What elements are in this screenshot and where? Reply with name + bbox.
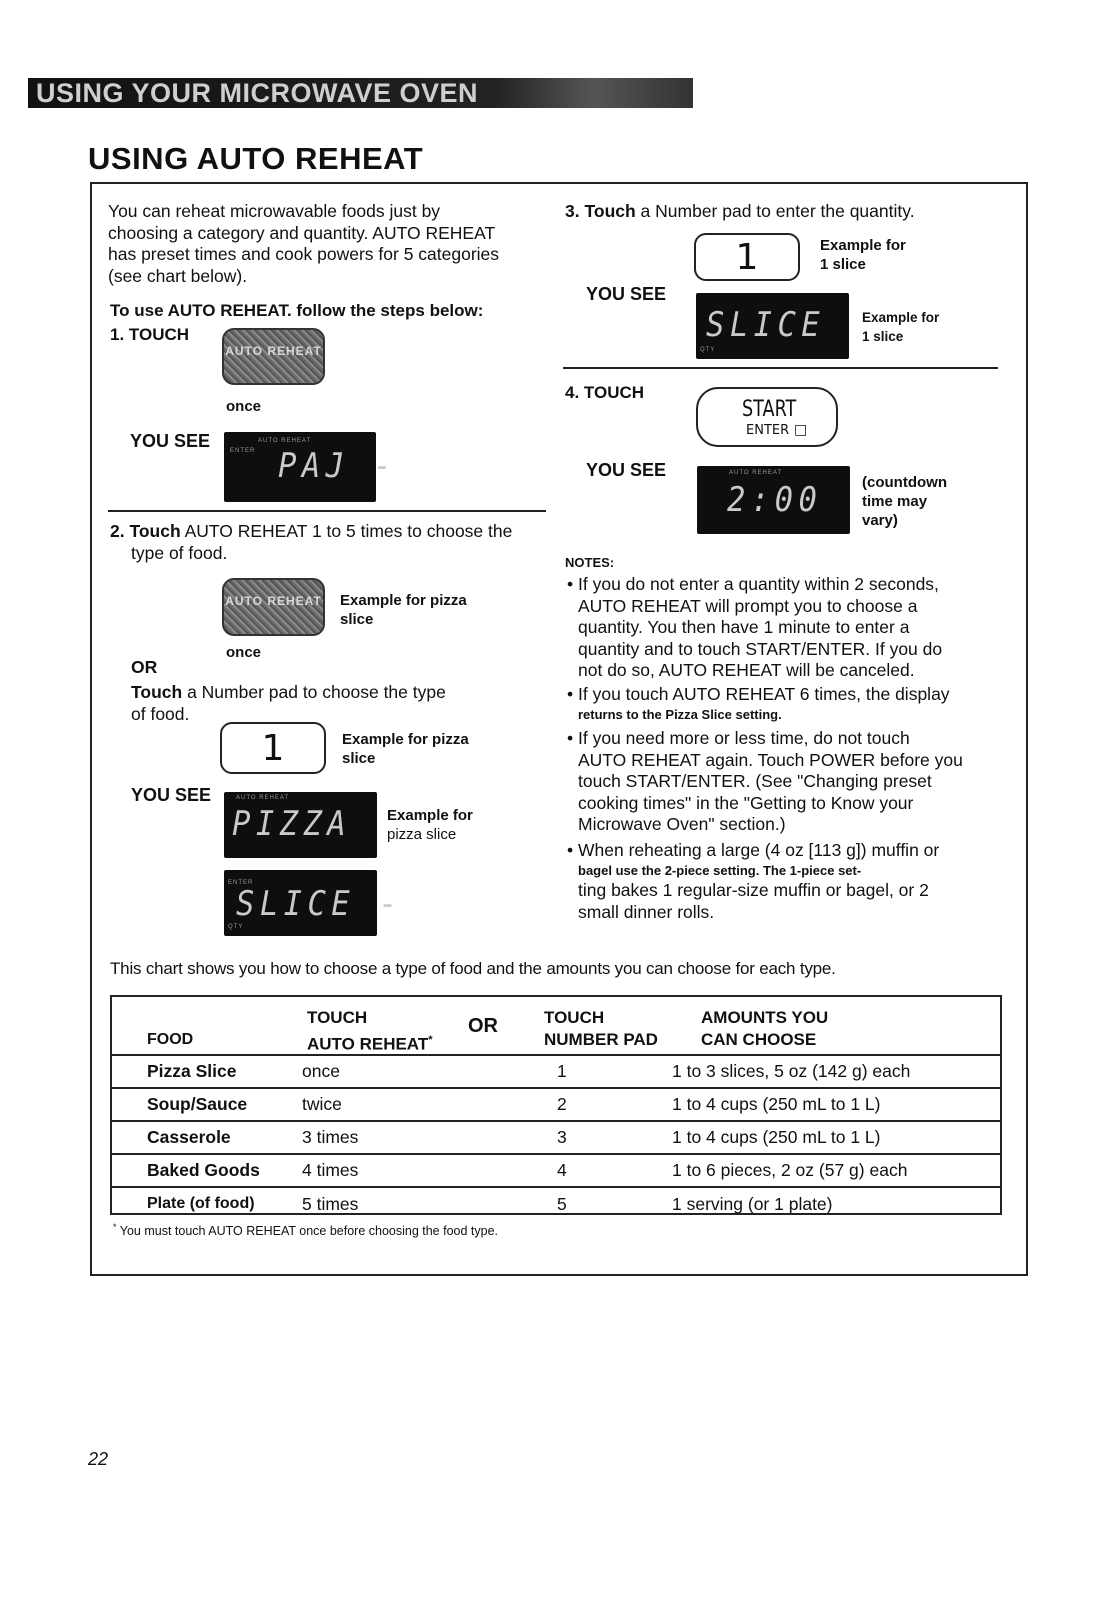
auto-reheat-indicator: AUTO REHEAT bbox=[236, 795, 290, 801]
touch-rest: a Number pad to choose the type bbox=[182, 682, 446, 702]
auto-reheat-indicator: AUTO REHEAT bbox=[258, 438, 312, 444]
pizza-display-digits: PIZZA bbox=[232, 804, 352, 844]
step4-display-example bbox=[862, 473, 947, 530]
qty-indicator: QTY bbox=[700, 347, 716, 353]
note-line: AUTO REHEAT again. Touch POWER before you bbox=[578, 749, 963, 770]
header-line: CAN CHOOSE bbox=[701, 1030, 817, 1049]
step1-once: once bbox=[226, 398, 262, 415]
cell-amount: 1 to 3 slices, 5 oz (142 g) each bbox=[672, 1055, 1000, 1088]
header-food: FOOD bbox=[147, 1031, 194, 1048]
header-line: TOUCH bbox=[307, 1008, 368, 1027]
header-line: TOUCH bbox=[544, 1008, 605, 1027]
notes-list bbox=[567, 574, 1012, 923]
touch-line2: of food. bbox=[131, 703, 190, 724]
step2-you-see: YOU SEE bbox=[131, 785, 212, 805]
auto-reheat-key-step2[interactable] bbox=[222, 578, 325, 636]
note-line: quantity. You then have 1 minute to enter a bbox=[578, 617, 910, 637]
touch-line bbox=[131, 682, 446, 704]
bullet-icon: • bbox=[567, 839, 574, 860]
step2-numpad-example bbox=[342, 730, 469, 768]
step2-key-example bbox=[340, 591, 467, 629]
note-line: Microwave Oven" section.) bbox=[578, 814, 786, 834]
intro-line: You can reheat microwavable foods just by bbox=[108, 201, 441, 221]
divider bbox=[563, 367, 998, 369]
section-banner: USING YOUR MICROWAVE OVEN bbox=[28, 78, 693, 108]
divider bbox=[108, 510, 546, 512]
touch-bold: Touch bbox=[131, 682, 183, 702]
chart-table bbox=[112, 1054, 1000, 1220]
step1-display bbox=[224, 432, 398, 502]
step3-display bbox=[696, 293, 849, 359]
note-line: AUTO REHEAT will prompt you to choose a bbox=[578, 595, 918, 616]
page-number: 22 bbox=[88, 1449, 109, 1469]
cell-amount: 1 to 4 cups (250 mL to 1 L) bbox=[672, 1088, 1000, 1121]
example-line: Example for bbox=[387, 807, 473, 824]
auto-reheat-key-label: AUTO REHEAT bbox=[225, 343, 322, 358]
enter-key-label: ENTER bbox=[746, 423, 790, 438]
cell-touch: once bbox=[302, 1055, 502, 1088]
step2-display-pizza bbox=[224, 792, 377, 858]
step2-or: OR bbox=[131, 657, 158, 677]
note-line: ting bakes 1 regular-size muffin or bagel, or 2 bbox=[578, 880, 929, 900]
step3-bold: Touch bbox=[584, 201, 636, 221]
table-row bbox=[112, 1088, 1000, 1121]
step2-line: 2. Touch AUTO REHEAT 1 to 5 times to choose the bbox=[110, 521, 513, 541]
example-line: 1 slice bbox=[820, 256, 866, 273]
example-line: Example for bbox=[820, 237, 906, 254]
cell-pad: 4 bbox=[502, 1154, 672, 1187]
bullet-icon: • bbox=[567, 683, 574, 704]
step2-text bbox=[110, 521, 550, 564]
step2-touch-number bbox=[131, 682, 446, 725]
step3-display-example bbox=[862, 308, 939, 346]
step3-display-digits: SLICE bbox=[706, 305, 826, 345]
footnote-marker: * bbox=[428, 1034, 433, 1046]
note-line: When reheating a large (4 oz [113 g]) muffin or bbox=[578, 839, 940, 860]
step2-line2: type of food. bbox=[131, 542, 228, 563]
auto-reheat-key-label: AUTO REHEAT bbox=[225, 594, 322, 609]
food-chart bbox=[110, 995, 1002, 1215]
number-pad-label: 1 bbox=[261, 727, 285, 769]
qty-indicator: QTY bbox=[228, 924, 244, 930]
table-row bbox=[112, 1187, 1000, 1220]
intro-line: choosing a category and quantity. AUTO REHEAT bbox=[108, 222, 496, 243]
cell-food: Soup/Sauce bbox=[112, 1088, 302, 1121]
example-line: Example for pizza bbox=[342, 731, 469, 748]
note-line: If you need more or less time, do not touch bbox=[578, 728, 910, 748]
step3-numpad-example bbox=[820, 236, 906, 274]
note-line: If you do not enter a quantity within 2 seconds, bbox=[578, 574, 939, 594]
note-item bbox=[567, 684, 1012, 725]
step1-label: 1. TOUCH bbox=[110, 325, 190, 344]
steps-heading: To use AUTO REHEAT. follow the steps below: bbox=[110, 301, 484, 320]
note-item bbox=[567, 728, 1012, 836]
cell-food: Pizza Slice bbox=[112, 1055, 302, 1088]
intro-line: (see chart below). bbox=[108, 265, 248, 286]
number-pad-1-step3[interactable] bbox=[694, 233, 800, 281]
note-line: not do so, AUTO REHEAT will be canceled. bbox=[578, 660, 915, 680]
header-amounts bbox=[701, 1007, 828, 1051]
cell-touch: twice bbox=[302, 1088, 502, 1121]
note-line: touch START/ENTER. (See "Changing preset bbox=[578, 771, 932, 791]
cell-touch: 3 times bbox=[302, 1121, 502, 1154]
step4-you-see: YOU SEE bbox=[586, 460, 667, 480]
chart-rows bbox=[112, 1054, 1000, 1220]
note-line: cooking times" in the "Getting to Know your bbox=[578, 792, 914, 813]
step2-display-slice bbox=[224, 870, 403, 936]
example-line: Example for bbox=[862, 310, 940, 325]
step4-label: 4. TOUCH bbox=[565, 383, 645, 402]
step2-bold: Touch bbox=[129, 521, 181, 541]
step4-display-digits: 2:00 bbox=[727, 480, 823, 520]
auto-reheat-key[interactable] bbox=[222, 328, 325, 385]
cell-pad: 2 bbox=[502, 1088, 672, 1121]
number-pad-label: 1 bbox=[735, 236, 759, 278]
cell-food: Baked Goods bbox=[112, 1154, 302, 1187]
note-line: If you touch AUTO REHEAT 6 times, the display bbox=[578, 683, 950, 704]
note-line: small dinner rolls. bbox=[578, 901, 715, 922]
note-item bbox=[567, 840, 1012, 924]
cell-touch: 5 times bbox=[302, 1187, 502, 1220]
bullet-icon: • bbox=[567, 728, 574, 748]
cell-amount: 1 to 4 cups (250 mL to 1 L) bbox=[672, 1121, 1000, 1154]
header-line-text: AUTO REHEAT bbox=[307, 1034, 429, 1054]
enter-indicator: ENTER bbox=[230, 448, 256, 454]
note-line: returns to the Pizza Slice setting. bbox=[578, 707, 782, 722]
intro-paragraph bbox=[108, 201, 548, 287]
header-or: OR bbox=[468, 1015, 498, 1037]
page-title: USING AUTO REHEAT bbox=[88, 141, 424, 176]
table-row bbox=[112, 1154, 1000, 1187]
step1-display-digits: PAJ - bbox=[278, 446, 398, 486]
slice-display-digits: SLICE - bbox=[236, 884, 403, 924]
step4-display bbox=[697, 466, 850, 534]
step3-text bbox=[565, 201, 915, 223]
footnote-text: You must touch AUTO REHEAT once before choosing the food type. bbox=[119, 1224, 499, 1239]
example-line: Example for pizza bbox=[340, 592, 467, 609]
header-touch-auto-reheat bbox=[307, 1007, 433, 1056]
step2-once: once bbox=[226, 644, 262, 661]
cell-touch: 4 times bbox=[302, 1154, 502, 1187]
cell-pad: 3 bbox=[502, 1121, 672, 1154]
cell-pad: 1 bbox=[502, 1055, 672, 1088]
lock-icon: □ bbox=[794, 422, 808, 438]
intro-line: has preset times and cook powers for 5 categories bbox=[108, 244, 500, 264]
step3-rest: a Number pad to enter the quantity. bbox=[635, 201, 915, 221]
cell-food: Plate (of food) bbox=[112, 1187, 302, 1220]
footnote-marker: * bbox=[113, 1222, 117, 1232]
number-pad-1-step2[interactable] bbox=[220, 722, 326, 774]
example-line: slice bbox=[342, 750, 376, 767]
step3-you-see: YOU SEE bbox=[586, 284, 667, 304]
header-line bbox=[307, 1029, 433, 1056]
example-line: 1 slice bbox=[862, 329, 904, 344]
chart-intro: This chart shows you how to choose a type of food and the amounts you can choose for each type. bbox=[110, 959, 836, 978]
start-key-label: START bbox=[742, 397, 797, 422]
table-row bbox=[112, 1121, 1000, 1154]
cell-amount: 1 to 6 pieces, 2 oz (57 g) each bbox=[672, 1154, 1000, 1187]
enter-indicator: ENTER bbox=[228, 880, 254, 886]
example-line: time may bbox=[862, 493, 928, 510]
start-enter-key[interactable] bbox=[696, 387, 838, 447]
cell-pad: 5 bbox=[502, 1187, 672, 1220]
note-line: bagel use the 2-piece setting. The 1-piece set- bbox=[578, 863, 862, 878]
step2-rest: AUTO REHEAT 1 to 5 times to choose the bbox=[180, 521, 513, 541]
step2-display-example bbox=[387, 806, 473, 844]
note-line: quantity and to touch START/ENTER. If you do bbox=[578, 638, 943, 659]
step1-you-see: YOU SEE bbox=[130, 431, 211, 451]
table-row bbox=[112, 1055, 1000, 1088]
header-line: NUMBER PAD bbox=[544, 1030, 658, 1049]
cell-amount: 1 serving (or 1 plate) bbox=[672, 1187, 1000, 1220]
note-item bbox=[567, 574, 1012, 682]
example-line: pizza slice bbox=[387, 826, 457, 843]
cell-food: Casserole bbox=[112, 1121, 302, 1154]
notes-heading: NOTES: bbox=[565, 555, 615, 570]
header-touch-number-pad bbox=[544, 1007, 658, 1051]
step3-num: 3. bbox=[565, 201, 580, 221]
bullet-icon: • bbox=[567, 574, 574, 594]
auto-reheat-indicator: AUTO REHEAT bbox=[729, 470, 783, 476]
footnote bbox=[113, 1222, 498, 1238]
example-line: (countdown bbox=[862, 474, 947, 491]
example-line: vary) bbox=[862, 512, 898, 529]
header-line: AMOUNTS YOU bbox=[701, 1008, 829, 1027]
example-line: slice bbox=[340, 611, 374, 628]
